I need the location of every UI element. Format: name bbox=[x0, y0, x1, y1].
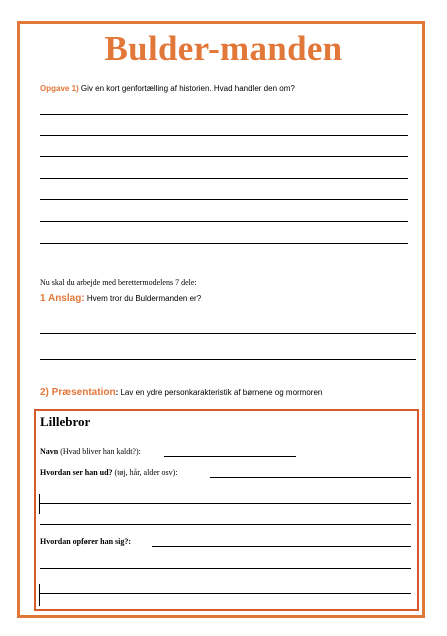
answer-line-4[interactable] bbox=[40, 178, 408, 179]
anslag-question bbox=[40, 293, 201, 304]
praesentation-colon: : bbox=[115, 388, 119, 397]
praesentation-text: Lav en ydre personkarakteristik af børnene og mormoren bbox=[120, 388, 323, 397]
answer-line-1[interactable] bbox=[40, 114, 408, 115]
task1-instruction bbox=[40, 84, 295, 93]
answer-line-2[interactable] bbox=[40, 135, 408, 136]
praesentation-task bbox=[40, 387, 322, 398]
answer-line-7[interactable] bbox=[40, 243, 408, 244]
look-answer-line-2[interactable] bbox=[40, 524, 411, 525]
anslag-text: Hvem tror du Buldermanden er? bbox=[86, 294, 202, 303]
answer-line-5[interactable] bbox=[40, 199, 408, 200]
navn-answer-line[interactable] bbox=[164, 456, 296, 457]
margin-mark-2 bbox=[39, 584, 40, 606]
behave-answer-line-2[interactable] bbox=[40, 593, 411, 594]
anslag-answer-line-1[interactable] bbox=[40, 333, 416, 334]
answer-line-6[interactable] bbox=[40, 221, 408, 222]
character-box bbox=[34, 409, 419, 611]
navn-field-label bbox=[40, 447, 141, 456]
behave-field-label bbox=[40, 537, 131, 546]
navn-label: Navn bbox=[40, 447, 59, 456]
margin-mark-1 bbox=[39, 494, 40, 514]
praesentation-label: 2) Præsentation bbox=[40, 387, 116, 398]
look-hint: (tøj, hår, alder osv): bbox=[114, 468, 178, 477]
behave-answer-line-inline[interactable] bbox=[152, 546, 411, 547]
navn-hint: (Hvad bliver han kaldt?): bbox=[60, 447, 141, 456]
look-answer-line-inline[interactable] bbox=[210, 477, 411, 478]
worksheet-title: Bulder-manden bbox=[104, 29, 343, 68]
character-name: Lillebror bbox=[40, 414, 91, 429]
task1-label: Opgave 1) bbox=[40, 84, 79, 93]
look-label: Hvordan ser han ud? bbox=[40, 468, 113, 477]
look-answer-line-1[interactable] bbox=[40, 503, 411, 504]
task1-text: Giv en kort genfortælling af historien. Hvad handler den om? bbox=[80, 84, 295, 93]
anslag-answer-line-2[interactable] bbox=[40, 359, 416, 360]
anslag-label: 1 Anslag: bbox=[40, 293, 85, 304]
look-field-label bbox=[40, 468, 178, 477]
answer-line-3[interactable] bbox=[40, 156, 408, 157]
berettermodel-intro: Nu skal du arbejde med berettermodelens 7 dele: bbox=[40, 278, 197, 287]
behave-answer-line-1[interactable] bbox=[40, 568, 411, 569]
behave-label: Hvordan opfører han sig?: bbox=[40, 537, 132, 546]
